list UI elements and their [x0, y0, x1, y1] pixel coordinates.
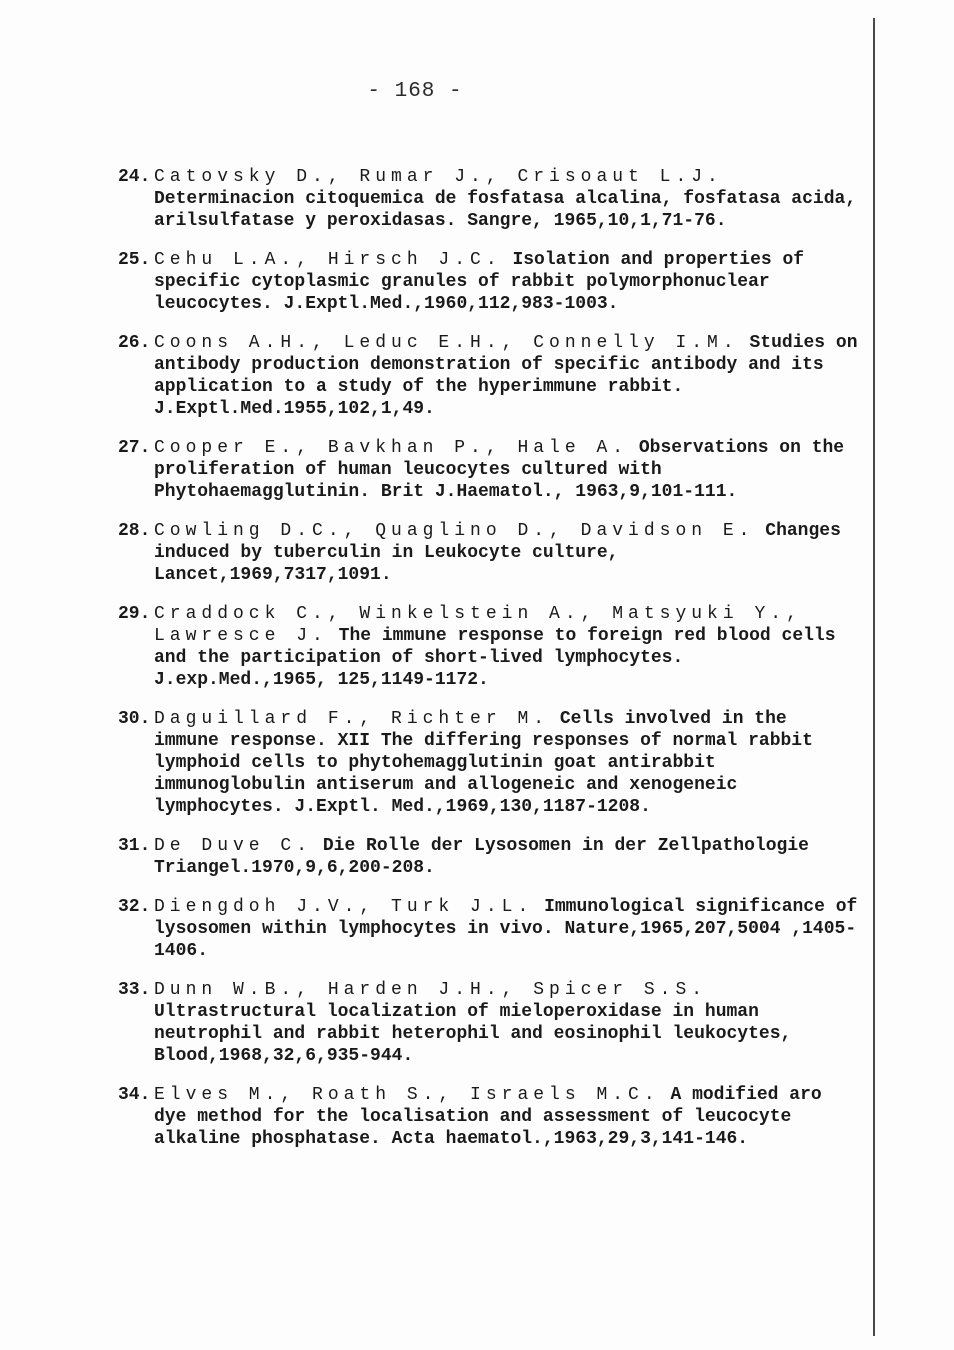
reference-text: Studies on antibody production demonstration of specific antibody and its application to a study of the hyperimmune rabbit. J.Exptl.Med.1955,102,1,49.: [154, 333, 858, 419]
reference-authors: Dunn W.B., Harden J.H., Spicer S.S.: [154, 980, 708, 1000]
reference-number: 24.: [118, 167, 151, 187]
reference-text: Die Rolle der Lysosomen in der Zellpathologie Triangel.1970,9,6,200-208.: [154, 836, 809, 878]
reference-body: [154, 249, 858, 315]
reference-list: [118, 166, 858, 1167]
reference-authors: Daguillard F., Richter M.: [154, 709, 550, 729]
reference-text: A modified aro dye method for the localisation and assessment of leucocyte alkaline phosphatase. Acta haematol.,1963,29,3,141-146.: [154, 1085, 822, 1149]
reference-text: Observations on the proliferation of human leucocytes cultured with Phytohaemagglutinin. Brit J.Haematol., 1963,9,101-111.: [154, 438, 845, 502]
reference-number: 34.: [118, 1085, 151, 1105]
page-number: - 168 -: [367, 80, 463, 103]
reference-body: [154, 603, 858, 691]
reference-number: 30.: [118, 709, 151, 729]
reference-item: [118, 166, 858, 232]
reference-number: 29.: [118, 604, 151, 624]
reference-item: [118, 603, 858, 691]
reference-item: [118, 437, 858, 503]
reference-authors: Elves M., Roath S., Israels M.C.: [154, 1085, 660, 1105]
reference-item: [118, 835, 858, 879]
reference-body: [154, 896, 858, 962]
reference-number: 27.: [118, 438, 151, 458]
reference-body: [154, 979, 858, 1067]
reference-authors: Cehu L.A., Hirsch J.C.: [154, 250, 502, 270]
reference-item: [118, 1084, 858, 1150]
reference-number: 32.: [118, 897, 151, 917]
reference-authors: Cowling D.C., Quaglino D., Davidson E.: [154, 521, 755, 541]
reference-body: [154, 520, 858, 586]
page-edge-line: [873, 18, 875, 1336]
reference-body: [154, 708, 858, 818]
reference-text: Ultrastructural localization of mieloperoxidase in human neutrophil and rabbit heterophil and eosinophil leukocytes, Blood,1968,32,6,935-944.: [154, 1002, 792, 1066]
reference-body: [154, 332, 858, 420]
reference-body: [154, 437, 858, 503]
reference-authors: Diengdoh J.V., Turk J.L.: [154, 897, 534, 917]
reference-item: [118, 979, 858, 1067]
reference-body: [154, 835, 858, 879]
reference-item: [118, 896, 858, 962]
reference-number: 26.: [118, 333, 151, 353]
reference-item: [118, 249, 858, 315]
reference-authors: Catovsky D., Rumar J., Crisoaut L.J.: [154, 167, 723, 187]
reference-text: Isolation and properties of specific cytoplasmic granules of rabbit polymorphonuclear leucocytes. J.Exptl.Med.,1960,112,983-1003.: [154, 250, 805, 314]
reference-body: [154, 166, 858, 232]
reference-text: Determinacion citoquemica de fosfatasa alcalina, fosfatasa acida, arilsulfatase y peroxidasas. Sangre, 1965,10,1,71-76.: [154, 189, 857, 231]
reference-text: Immunological significance of lysosomen within lymphocytes in vivo. Nature,1965,207,5004 ,1405-1406.: [154, 897, 858, 961]
reference-authors: Craddock C., Winkelstein A., Matsyuki Y., Lawresce J.: [154, 604, 802, 646]
reference-number: 33.: [118, 980, 151, 1000]
reference-number: 31.: [118, 836, 151, 856]
reference-authors: De Duve C.: [154, 836, 313, 856]
reference-number: 25.: [118, 250, 151, 270]
reference-text: Changes induced by tuberculin in Leukocyte culture, Lancet,1969,7317,1091.: [154, 521, 841, 585]
reference-authors: Coons A.H., Leduc E.H., Connelly I.M.: [154, 333, 739, 353]
reference-text: Cells involved in the immune response. XII The differing responses of normal rabbit lymphoid cells to phytohemagglutinin goat antirabbit immunoglobulin antiserum and allogeneic and xenogeneic lymphocytes. J.Exptl. Med.,1969,130,1187-1208.: [154, 709, 813, 817]
reference-item: [118, 332, 858, 420]
reference-authors: Cooper E., Bavkhan P., Hale A.: [154, 438, 629, 458]
reference-body: [154, 1084, 858, 1150]
reference-item: [118, 520, 858, 586]
reference-text: The immune response to foreign red blood cells and the participation of short-lived lymphocytes. J.exp.Med.,1965, 125,1149-1172.: [154, 626, 836, 690]
reference-item: [118, 708, 858, 818]
reference-number: 28.: [118, 521, 151, 541]
